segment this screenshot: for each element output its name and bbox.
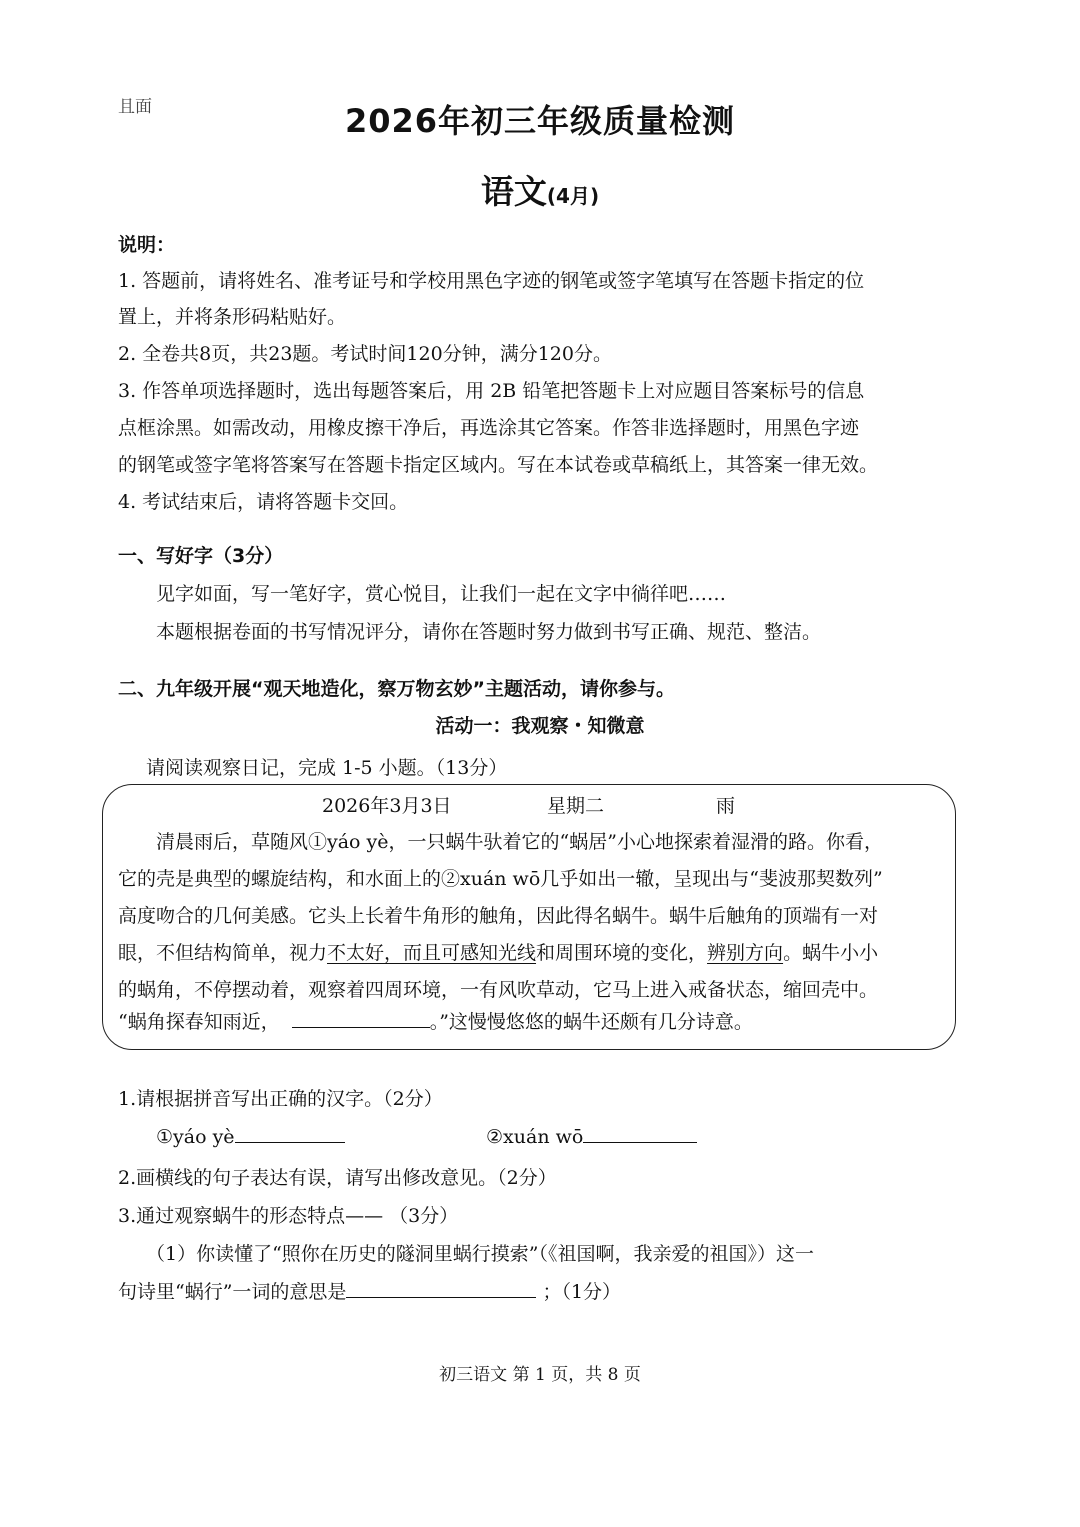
subject-line [0,166,1080,213]
diary-weekday: 星期二 [547,795,605,817]
diary-weather: 雨 [716,795,736,817]
section-heading: 一、写好字（3分） [118,545,284,567]
diary-text: 。蜗牛小小 [783,942,879,964]
question-text: ；（1分） [542,1281,622,1303]
diary-line [118,1007,753,1034]
underlined-sentence: 不太好，而且可感知光线 [327,942,537,964]
diary-line: 的蜗角，不停摆动着，观察着四周环境，一有风吹草动，它马上进入戒备状态，缩回壳中。 [118,979,879,1001]
note-line: 点框涂黑。如需改动，用橡皮擦干净后，再选涂其它答案。作答非选择题时，用黑色字迹 [118,417,860,439]
diary-text: 和周围环境的变化， [536,942,708,964]
answer-blank[interactable] [583,1124,697,1143]
pinyin-label: ①yáo yè [156,1126,235,1148]
question-3-1: （1）你读懂了“照你在历史的隧洞里蜗行摸索”（《祖国啊，我亲爱的祖国》）这一 [146,1243,815,1265]
section-text: 本题根据卷面的书写情况评分，请你在答题时努力做到书写正确、规范、整洁。 [156,621,822,643]
note-line: 置上，并将条形码粘贴好。 [118,306,347,328]
note-line: 2. 全卷共8页，共23题。考试时间120分钟，满分120分。 [118,343,612,365]
note-line: 3. 作答单项选择题时，选出每题答案后，用 2B 铅笔把答题卡上对应题目答案标号的信息 [118,380,865,402]
diary-text: 。”这慢慢悠悠的蜗牛还颇有几分诗意。 [429,1011,753,1033]
diary-line [118,938,878,965]
question-3-1-cont [118,1277,621,1304]
section-text: 见字如面，写一笔好字，赏心悦目，让我们一起在文字中徜徉吧…… [156,583,727,605]
note-line: 的钢笔或签字笔将答案写在答题卡指定区域内。写在本试卷或草稿纸上，其答案一律无效。 [118,454,879,476]
exam-title: 2026年初三年级质量检测 [344,102,736,140]
section-instruction: 请阅读观察日记，完成 1-5 小题。（13分） [146,757,508,779]
note-line: 1. 答题前，请将姓名、准考证号和学校用黑色字迹的钢笔或签字笔填写在答题卡指定的位 [118,270,865,292]
diary-date: 2026年3月3日 [322,795,452,817]
answer-blank[interactable] [292,1009,430,1028]
question-1: 1.请根据拼音写出正确的汉字。（2分） [118,1088,443,1110]
question-1a [156,1124,345,1148]
page-footer: 初三语文 第 1 页，共 8 页 [439,1365,641,1385]
underlined-sentence: 辨别方向 [707,942,784,964]
diary-line: 清晨雨后，草随风①yáo yè，一只蜗牛驮着它的“蜗居”小心地探索着湿滑的路。你看， [156,831,883,853]
question-2: 2.画横线的句子表达有误，请写出修改意见。（2分） [118,1167,557,1189]
diary-line: 高度吻合的几何美感。它头上长着牛角形的触角，因此得名蜗牛。蜗牛后触角的顶端有一对 [118,905,879,927]
pinyin-label: ②xuán wō [486,1126,584,1148]
diary-line: 它的壳是典型的螺旋结构，和水面上的②xuán wō几乎如出一辙，呈现出与“斐波那契数列” [118,868,883,890]
answer-blank[interactable] [346,1279,536,1298]
note-line: 4. 考试结束后，请将答题卡交回。 [118,491,409,513]
diary-text: “蜗角探春知雨近， [118,1011,280,1033]
section-heading: 二、九年级开展“观天地造化，察万物玄妙”主题活动，请你参与。 [118,678,675,700]
subject-title: 语文 [480,172,547,211]
question-text: 句诗里“蜗行”一词的意思是 [118,1281,347,1303]
notes-heading: 说明： [118,234,176,256]
month-label: (4月) [546,184,600,208]
activity-title: 活动一：我观察・知微意 [435,715,645,737]
answer-blank[interactable] [235,1124,345,1143]
question-3: 3.通过观察蜗牛的形态特点—— （3分） [118,1205,459,1227]
diary-text: 眼，不但结构简单，视力 [118,942,328,964]
question-1b [486,1124,697,1148]
corner-mark: 且面 [118,97,152,117]
